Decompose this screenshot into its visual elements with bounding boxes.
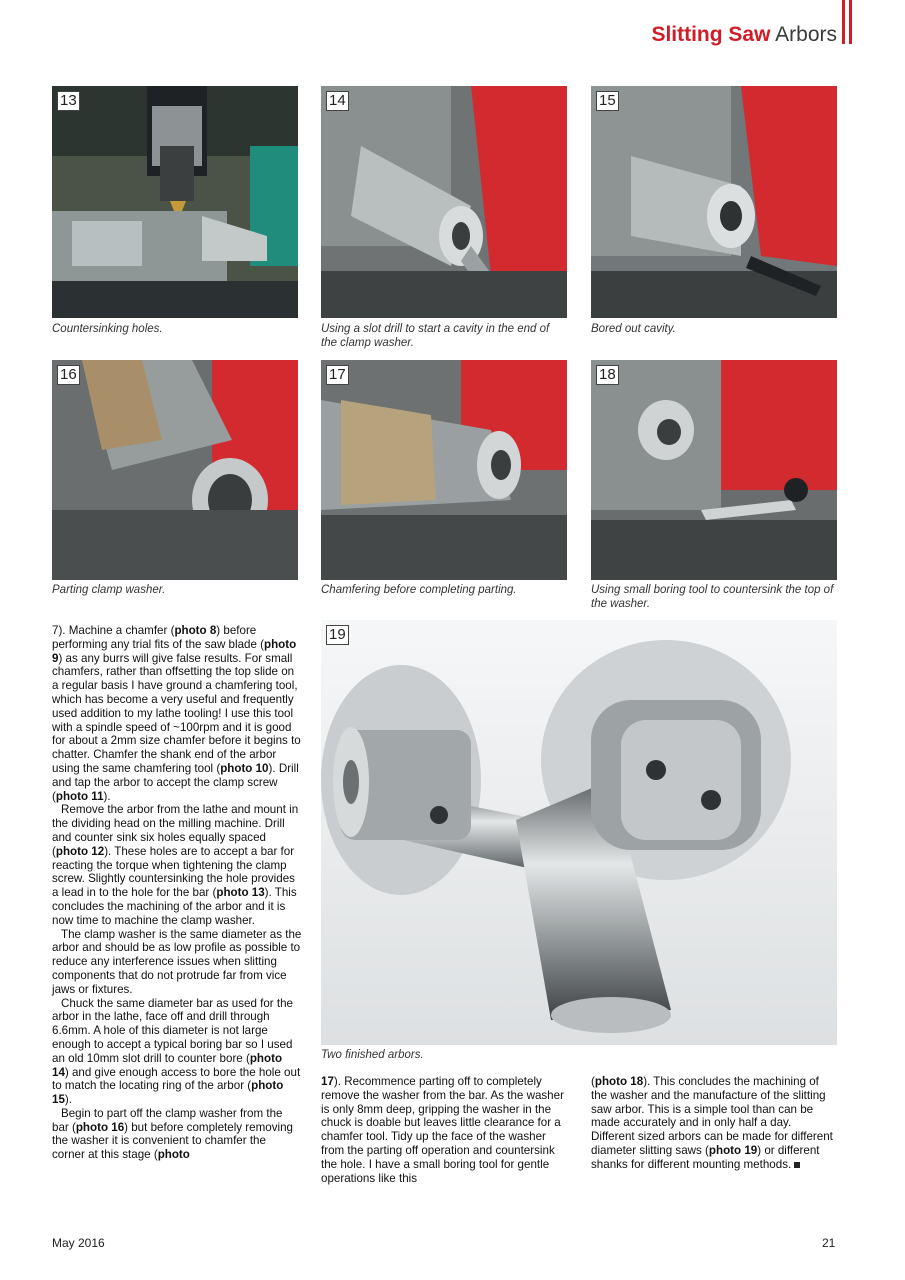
text-run: ). This concludes the machining of the washer and the manufacture of the slitting saw arbor. This is a simple tool than can be made accurately and in only half a day. Different sized arbors can be made for different diameter slitting saws ( <box>591 1075 833 1157</box>
photo-ref: photo 9 <box>52 637 297 665</box>
caption-photo-18: Using small boring tool to countersink the top of the washer. <box>591 584 834 610</box>
text-run: ) as any burrs will give false results. For small chamfers, rather than offsetting the top slide on a regular basis I have ground a chamfering tool, which has become a very useful and frequently used addition to my lathe tooling! I use this tool with a spindle speed of ~100rpm and it is good for about a 2mm size chamfer before it begins to chatter. Chamfer the shank end of the arbor using the same chamfering tool ( <box>52 651 301 775</box>
photo-15 <box>591 86 837 318</box>
photo-ref: photo 16 <box>75 1120 125 1134</box>
text-run: ). This concludes the machining of the arbor and it is now time to machine the clamp washer. <box>52 886 297 927</box>
photo-18 <box>591 360 837 580</box>
text-run: ). Recommence parting off to completely remove the washer from the bar. As the washer is only 8mm deep, gripping the washer in the chuck is doable but leaves little clearance for a chamfer tool. Tidy up the face of the washer from the parting off operation and countersink the hole. I have a small boring tool for gentle operations like this <box>321 1075 564 1185</box>
text-run: ) or different shanks for different mounting methods. <box>591 1143 820 1171</box>
photo-19 <box>321 620 837 1045</box>
running-header <box>651 22 837 48</box>
text-run: ) and give enough access to bore the hole out to match the locating ring of the arbor ( <box>52 1065 301 1093</box>
caption-photo-13: Countersinking holes. <box>52 323 163 335</box>
text-run: 7). Machine a chamfer ( <box>52 624 175 637</box>
photo-number: 17 <box>326 365 349 385</box>
text-run: Chuck the same diameter bar as used for the arbor in the lathe, face off and drill through 6.6mm. A hole of this diameter is not large enough to accept a typical boring bar so I used an old 10mm slot drill to counter bore ( <box>52 996 293 1065</box>
text-run: ). <box>64 1093 72 1107</box>
photo-ref: photo 19 <box>708 1143 758 1157</box>
page-number: 21 <box>822 1236 836 1250</box>
body-column-3 <box>591 1075 837 1172</box>
photo-ref: photo 18 <box>594 1075 644 1088</box>
photo-number: 14 <box>326 91 349 111</box>
body-column-1 <box>52 624 302 1162</box>
text-run: Remove the arbor from the lathe and mount in the dividing head on the milling machine. Drill and counter sink six holes equally spaced ( <box>52 803 299 858</box>
photo-17 <box>321 360 567 580</box>
end-mark-icon <box>794 1162 800 1168</box>
body-paragraph <box>52 803 302 927</box>
text-run: ( <box>591 1075 595 1088</box>
photo-number: 13 <box>57 91 80 111</box>
photo-ref: photo 11 <box>55 789 104 803</box>
caption-photo-17: Chamfering before completing parting. <box>321 584 517 596</box>
photo-ref: photo 13 <box>216 886 265 900</box>
photo-ref: photo <box>157 1148 190 1162</box>
body-paragraph <box>321 1075 567 1185</box>
caption-photo-16: Parting clamp washer. <box>52 584 166 596</box>
caption-photo-14: Using a slot drill to start a cavity in the end of the clamp washer. <box>321 323 550 349</box>
body-paragraph: The clamp washer is the same diameter as the arbor and should be as low profile as possible to reduce any interference issues when slitting components that do not protrude far from vice jaws or fixtures. <box>52 927 302 996</box>
photo-16 <box>52 360 298 580</box>
photo-number: 15 <box>596 91 619 111</box>
body-paragraph <box>52 997 302 1107</box>
header-title-bold: Slitting Saw <box>651 23 771 46</box>
header-bars-decoration <box>842 0 853 44</box>
text-run: ) before performing any trial fits of the saw blade ( <box>52 624 265 651</box>
text-run: Begin to part off the clamp washer from the bar ( <box>52 1106 283 1134</box>
caption-photo-15: Bored out cavity. <box>591 323 676 335</box>
photo-ref: photo 10 <box>220 761 269 775</box>
photo-13 <box>52 86 298 318</box>
photo-number: 18 <box>596 365 619 385</box>
footer-date: May 2016 <box>52 1236 105 1250</box>
photo-number: 19 <box>326 625 349 645</box>
photo-ref: photo 8 <box>174 624 217 637</box>
photo-14 <box>321 86 567 318</box>
body-paragraph <box>52 624 302 803</box>
text-run: ) but before completely removing the washer it is convenient to chamfer the corner at this stage ( <box>52 1120 293 1162</box>
caption-photo-19: Two finished arbors. <box>321 1049 424 1061</box>
photo-ref: photo 15 <box>52 1079 284 1107</box>
body-paragraph <box>591 1075 837 1172</box>
photo-number: 16 <box>57 365 80 385</box>
body-paragraph <box>52 1107 302 1162</box>
body-column-2 <box>321 1075 567 1185</box>
text-run: ). <box>103 789 111 803</box>
photo-ref: photo 12 <box>55 844 105 858</box>
text-run: ). Drill and tap the arbor to accept the clamp screw ( <box>52 761 299 803</box>
header-title-light: Arbors <box>775 23 837 46</box>
photo-ref: 17 <box>321 1075 334 1088</box>
photo-ref: photo 14 <box>52 1051 283 1079</box>
text-run: ). These holes are to accept a bar for reacting the torque when tightening the clamp screw. Slightly countersinking the hole provides a lead in to the hole for the bar ( <box>52 844 295 900</box>
